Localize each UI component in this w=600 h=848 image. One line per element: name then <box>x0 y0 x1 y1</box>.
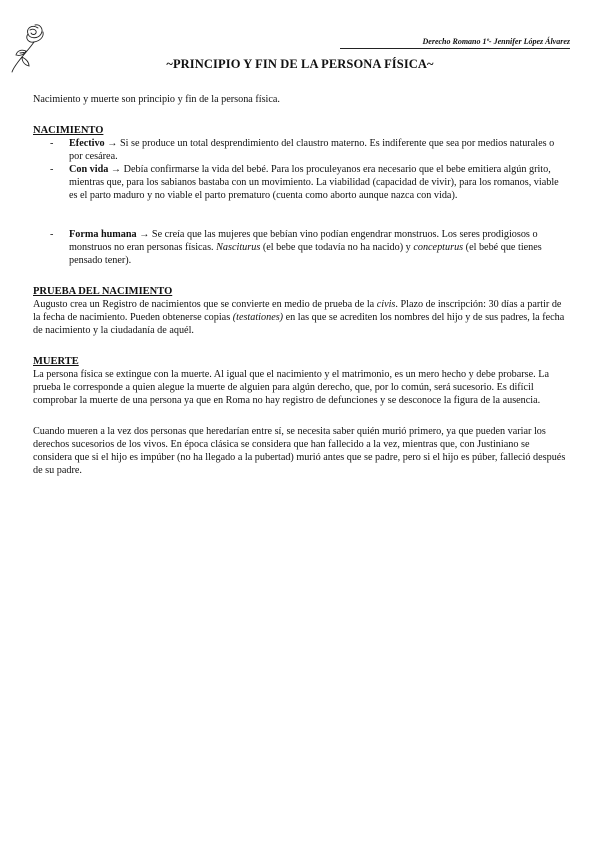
italic-term: civis <box>376 299 396 310</box>
item-text: (el bebé que tienes pensado tener). <box>69 242 542 266</box>
spacer <box>33 267 568 285</box>
arrow-glyph: → <box>136 229 152 240</box>
arrow-glyph: → <box>108 164 124 175</box>
list-item <box>33 163 568 202</box>
item-text: Debía confirmarse la vida del bebé. Para los proculeyanos era necesario que el bebe emitiera algún grito, mientras que, para los sabianos bastaba con un movimiento. La viabilidad (capacidad de vivir), para los romanos, viable es el parto maduro y no viable el parto prematuro (cuenta como aborto aunque nazca con vida). <box>69 164 559 201</box>
list-item <box>33 228 568 267</box>
document-title: ~PRINCIPIO Y FIN DE LA PERSONA FÍSICA~ <box>166 57 434 71</box>
document-body <box>33 93 568 477</box>
item-text: (el bebe que todavía no ha nacido) y <box>260 242 414 253</box>
running-header: Derecho Romano 1º- Jennifer López Álvarez <box>340 37 570 49</box>
spacer <box>33 337 568 355</box>
muerte-paragraph-2: Cuando mueren a la vez dos personas que heredarían entre sí, se necesita saber quién murió primero, ya que pueden variar los derechos sucesorios de los vivos. En época clásica se considera que han fallecido a la vez, mientras que, con Justiniano se considera que si el hijo es impúber (no ha llegado a la pubertad) murió antes que se padre, pero si el hijo es púber, falleció después de su padre. <box>33 426 566 476</box>
section-heading-prueba: PRUEBA DEL NACIMIENTO <box>33 286 173 297</box>
paragraph-text: en las que se acrediten los nombres del hijo y de sus padres, la fecha de nacimiento y la ciudadanía de aquél. <box>33 312 565 336</box>
term-label: Forma humana <box>69 229 137 240</box>
italic-term: concepturus <box>413 242 464 253</box>
arrow-glyph: → <box>104 138 120 149</box>
intro-paragraph: Nacimiento y muerte son principio y fin de la persona física. <box>33 94 280 105</box>
italic-term: (testationes) <box>232 312 284 323</box>
spacer <box>33 215 568 228</box>
item-text: Se creía que las mujeres que bebían vino podían engendrar monstruos. Los seres prodigiosos o monstruos no eran personas físicas. <box>69 229 538 253</box>
muerte-paragraph-1: La persona física se extingue con la muerte. Al igual que el nacimiento y el matrimonio, es un mero hecho y debe probarse. La prueba le corresponde a quien alegue la muerte de alguien para algún derecho, que, por lo común, será sucesorio. Es difícil comprobar la muerte de una persona ya que en Roma no hay registro de defunciones y se desconoce la figura de la ausencia. <box>33 369 549 406</box>
term-label: Efectivo <box>69 138 105 149</box>
nacimiento-list <box>33 137 568 202</box>
term-label: Con vida <box>69 164 109 175</box>
section-heading-nacimiento: NACIMIENTO <box>33 125 104 136</box>
prueba-paragraph <box>33 298 568 337</box>
italic-term: Nasciturus <box>216 242 261 253</box>
paragraph-text: Augusto crea un Registro de nacimientos que se convierte en medio de prueba de la <box>33 299 377 310</box>
paragraph-text: . Plazo de inscripción: 30 días a partir de la fecha de nacimiento. Pueden obtenerse copias <box>33 299 562 323</box>
item-text: Si se produce un total desprendimiento del claustro materno. Es indiferente que sea por medios naturales o por cesárea. <box>69 138 555 162</box>
list-item <box>33 137 568 163</box>
spacer <box>33 202 568 215</box>
section-heading-muerte: MUERTE <box>33 356 79 367</box>
spacer <box>33 407 568 425</box>
nacimiento-list-continued <box>33 228 568 267</box>
